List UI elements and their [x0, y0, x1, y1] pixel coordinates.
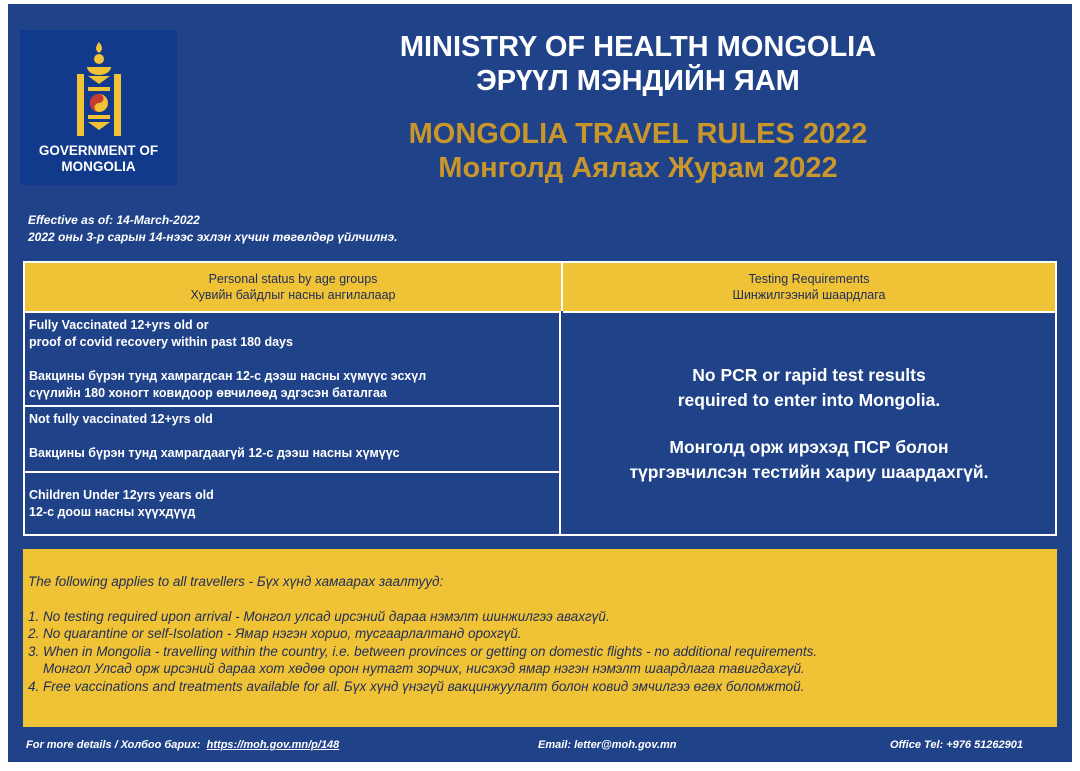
header-status-en: Personal status by age groups: [208, 272, 378, 286]
footer-details: [26, 739, 339, 751]
header-testing-en: Testing Requirements: [748, 272, 870, 286]
effective-date-en: Effective as of: 14-March-2022: [28, 213, 200, 227]
row-text: proof of covid recovery within past 180 days: [29, 335, 293, 349]
testing-mn-line-1: Монголд орж ирэхэд ПСР болон: [669, 436, 949, 457]
travel-rules-poster: [8, 4, 1072, 762]
note-item: 1. No testing required upon arrival - Монгол улсад ирсэний дараа нэмэлт шинжилгээ авахгүй.: [28, 608, 610, 624]
travel-rules-title: [248, 117, 1028, 185]
rules-table: [23, 261, 1057, 536]
table-row-children: [25, 471, 561, 534]
logo-caption: [20, 143, 177, 175]
travel-rules-title-mn: Монголд Аялах Журам 2022: [438, 152, 838, 184]
note-item: Монгол Улсад орж ирсэний дараа хот хөдөө орон нутагт зорчих, нисэхэд ямар нэгэн нэмэлт шаардлага тавигдахгүй.: [43, 661, 805, 676]
note-item: 2. No quarantine or self-Isolation - Ямар нэгэн хорио, тусгаарлалтанд орохгүй.: [28, 626, 522, 641]
table-row-not-fully-vaccinated: [25, 405, 561, 471]
travel-rules-title-en: MONGOLIA TRAVEL RULES 2022: [408, 118, 868, 150]
ministry-title-en: MINISTRY OF HEALTH MONGOLIA: [399, 31, 877, 63]
footer-office-tel: Office Tel: +976 51262901: [890, 739, 1024, 751]
logo-line-1: GOVERNMENT OF: [38, 143, 159, 158]
effective-date: [28, 212, 397, 246]
header-testing-mn: Шинжилгээний шаардлага: [732, 288, 886, 302]
row-text: Not fully vaccinated 12+yrs old: [29, 412, 213, 426]
row-text: Вакцины бүрэн тунд хамрагдсан 12-с дээш насны хүмүүс эсхүл: [29, 369, 427, 383]
row-text: Вакцины бүрэн тунд хамрагдаагүй 12-с дээш насны хүмүүс: [29, 446, 400, 460]
table-header-status: [25, 263, 563, 311]
notes-heading: The following applies to all travellers - Бүх хүнд хамаарах заалтууд:: [28, 574, 444, 589]
table-header-testing: [563, 263, 1055, 311]
government-logo: [20, 30, 177, 185]
footer-details-link[interactable]: https://moh.gov.mn/p/148: [206, 739, 340, 751]
testing-en-line-1: No PCR or rapid test results: [692, 364, 926, 385]
note-item: 3. When in Mongolia - travelling within the country, i.e. between provinces or getting on domestic flights - no additional requirements.: [28, 643, 818, 659]
testing-mn-line-2: түргэвчилсэн тестийн хариу шаардахгүй.: [629, 461, 989, 482]
row-text: Children Under 12yrs years old: [29, 488, 214, 502]
footer-email: Email: letter@moh.gov.mn: [538, 739, 677, 751]
ministry-title: [248, 30, 1028, 98]
table-row-fully-vaccinated: [25, 311, 561, 405]
logo-line-2: MONGOLIA: [61, 159, 136, 174]
header-status-mn: Хувийн байдлыг насны ангилалаар: [190, 288, 396, 302]
footer-details-label: For more details / Холбоо барих:: [26, 739, 201, 751]
note-item: 4. Free vaccinations and treatments available for all. Бүх хүнд үнэгүй вакцинжуулалт болон ковид эмчилгээ өгөх боломжтой.: [28, 678, 805, 694]
testing-requirement: [563, 311, 1055, 534]
traveller-notes: [23, 549, 1057, 727]
ministry-title-mn: ЭРҮҮЛ МЭНДИЙН ЯАМ: [476, 65, 800, 97]
testing-en-line-2: required to enter into Mongolia.: [677, 389, 941, 410]
row-text: 12-с доош насны хүүхдүүд: [29, 505, 196, 519]
effective-date-mn: 2022 оны 3-р сарын 14-нээс эхлэн хүчин төгөлдөр үйлчилнэ.: [28, 230, 398, 244]
soyombo-emblem-icon: [74, 40, 124, 140]
row-text: сүүлийн 180 хоногт ковидоор өвчилөөд эдгэсэн баталгаа: [29, 386, 387, 400]
row-text: Fully Vaccinated 12+yrs old or: [29, 318, 209, 332]
